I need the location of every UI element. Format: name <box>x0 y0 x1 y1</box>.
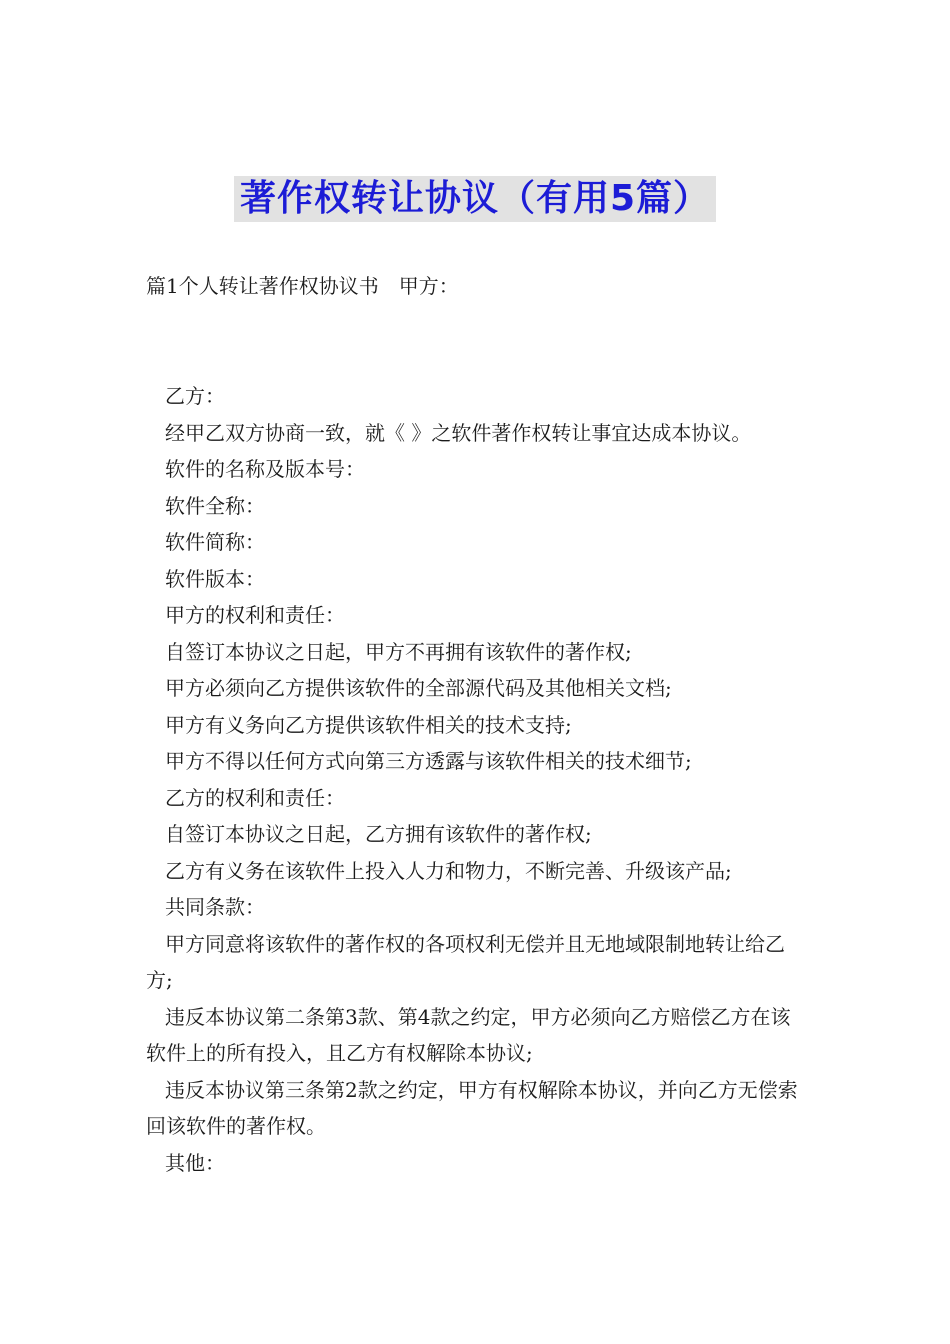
paragraph: 乙方有义务在该软件上投入人力和物力，不断完善、升级该产品; <box>165 858 732 883</box>
paragraph: 乙方的权利和责任： <box>165 785 345 810</box>
paragraph: 共同条款： <box>165 895 265 919</box>
paragraph: 违反本协议第二条第3款、第4款之约定，甲方必须向乙方赔偿乙方在该软件上的所有投入，且乙方有权解除本协议; <box>146 1004 791 1065</box>
paragraph: 自签订本协议之日起，乙方拥有该软件的著作权; <box>165 822 592 846</box>
paragraph: 其他： <box>165 1150 225 1175</box>
paragraph: 自签订本协议之日起，甲方不再拥有该软件的著作权; <box>165 639 632 664</box>
title-container <box>0 176 950 222</box>
document-title: 著作权转让协议（有用5篇） <box>234 176 716 222</box>
paragraph: 软件简称： <box>165 530 265 554</box>
paragraph: 甲方同意将该软件的著作权的各项权利无偿并且无地域限制地转让给乙方; <box>146 931 785 992</box>
document-body <box>146 378 806 1181</box>
paragraph: 乙方： <box>165 384 225 408</box>
paragraph: 甲方的权利和责任： <box>165 603 345 627</box>
paragraph: 软件全称： <box>165 493 265 518</box>
paragraph: 经甲乙双方协商一致，就《 》之软件著作权转让事宜达成本协议。 <box>165 420 752 445</box>
section-heading: 篇1个人转让著作权协议书 甲方： <box>146 274 459 298</box>
paragraph: 甲方不得以任何方式向第三方透露与该软件相关的技术细节; <box>165 749 692 773</box>
paragraph: 软件的名称及版本号： <box>165 457 365 481</box>
paragraph: 违反本协议第三条第2款之约定，甲方有权解除本协议，并向乙方无偿索回该软件的著作权。 <box>146 1077 798 1138</box>
paragraph: 甲方必须向乙方提供该软件的全部源代码及其他相关文档; <box>165 676 672 700</box>
paragraph: 软件版本： <box>165 566 265 591</box>
paragraph: 甲方有义务向乙方提供该软件相关的技术支持; <box>165 712 572 737</box>
